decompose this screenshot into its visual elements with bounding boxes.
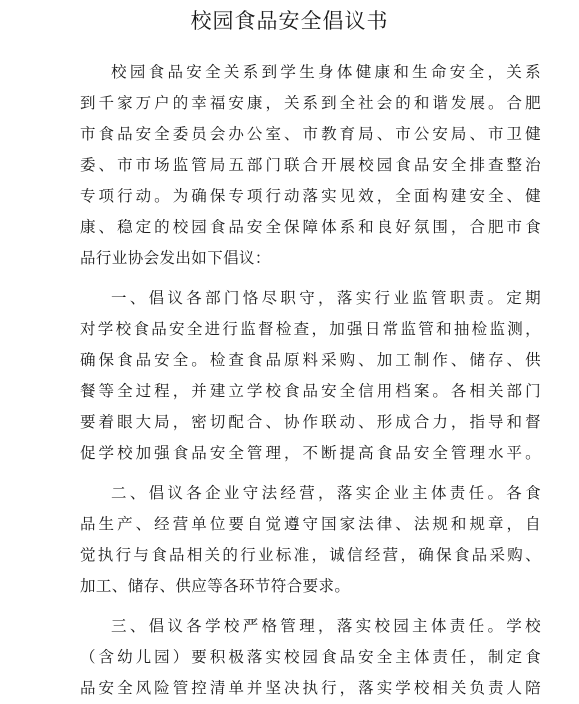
text-line: 专项行动。为确保专项行动落实见效，全面构建安全、健 — [80, 187, 541, 205]
paragraph-item-2 — [80, 478, 541, 602]
text-line: 三、倡议各学校严格管理，落实校园主体责任。学校 — [111, 617, 541, 635]
text-line: （含幼儿园）要积极落实校园食品安全主体责任，制定食 — [80, 648, 541, 666]
text-line: 康、稳定的校园食品安全保障体系和良好氛围，合肥市食 — [80, 218, 541, 236]
document-title: 校园食品安全倡议书 — [190, 9, 389, 33]
text-line: 二、倡议各企业守法经营，落实企业主体责任。各食 — [111, 484, 541, 502]
text-line: 促学校加强食品安全管理，不断提高食品安全管理水平。 — [80, 444, 541, 462]
text-line: 校园食品安全关系到学生身体健康和生命安全，关系 — [111, 63, 541, 81]
text-line: 加工、储存、供应等各环节符合要求。 — [80, 577, 351, 595]
document-body — [80, 57, 541, 704]
text-line: 餐等全过程，并建立学校食品安全信用档案。各相关部门 — [80, 382, 541, 400]
text-line: 市食品安全委员会办公室、市教育局、市公安局、市卫健 — [80, 125, 541, 143]
text-line: 觉执行与食品相关的行业标准，诚信经营，确保食品采购、 — [80, 546, 541, 564]
paragraph-item-3 — [80, 611, 541, 704]
paragraph-item-1 — [80, 283, 541, 469]
text-line: 委、市市场监管局五部门联合开展校园食品安全排查整治 — [80, 156, 541, 174]
text-line: 确保食品安全。检查食品原料采购、加工制作、储存、供 — [80, 351, 541, 369]
text-line: 品生产、经营单位要自觉遵守国家法律、法规和规章，自 — [80, 515, 541, 533]
paragraph-intro — [80, 57, 541, 274]
text-line: 到千家万户的幸福安康，关系到全社会的和谐发展。合肥 — [80, 94, 541, 112]
text-line: 一、倡议各部门恪尽职守，落实行业监管职责。定期 — [111, 289, 541, 307]
text-line: 品安全风险管控清单并坚决执行，落实学校相关负责人陪 — [80, 679, 541, 697]
text-line: 品行业协会发出如下倡议： — [80, 249, 271, 267]
text-line: 对学校食品安全进行监督检查，加强日常监管和抽检监测， — [80, 320, 541, 338]
text-line: 要着眼大局，密切配合、协作联动、形成合力，指导和督 — [80, 413, 541, 431]
